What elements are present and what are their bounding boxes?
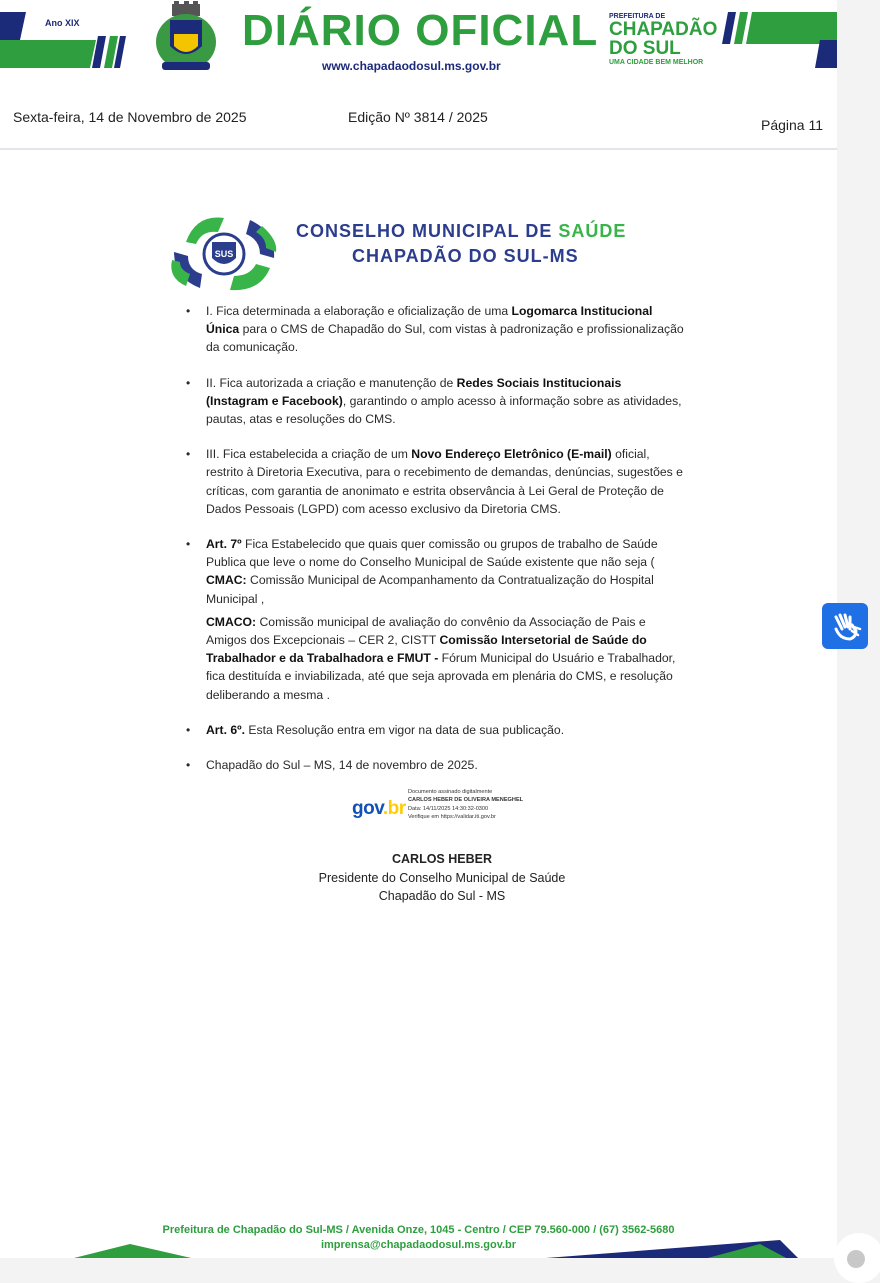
- sus-label: SUS: [214, 249, 234, 259]
- city-slogan: UMA CIDADE BEM MELHOR: [609, 59, 704, 66]
- prefeitura-label: PREFEITURA DE: [609, 13, 666, 20]
- item-text: , garantindo o amplo acesso à informação sobre as atividades, pautas, atas e resoluções do CMS.: [206, 393, 682, 427]
- hand-sign-language-icon: [822, 603, 868, 649]
- signer-place: Chapadão do Sul - MS: [378, 889, 506, 903]
- footer-email[interactable]: imprensa@chapadaodosul.ms.gov.br: [320, 1239, 517, 1251]
- item-text: Esta Resolução entra em vigor na data de sua publicação.: [245, 722, 565, 737]
- item-text: I. Fica determinada a elaboração e oficialização de uma: [206, 304, 512, 318]
- date-bar: [0, 100, 837, 150]
- signature-line: Documento assinado digitalmente: [408, 789, 493, 795]
- item-text: Fórum Municipal do Usuário e Trabalhador, fica destituída e inviabilizada, até que seja aprovada em plenária do CMS, e resolução deliberando a mesma .: [206, 651, 676, 702]
- list-item: [186, 535, 686, 704]
- item-bold-text: CMAC:: [206, 573, 247, 588]
- council-title-line2: CHAPADÃO DO SUL-MS: [352, 246, 579, 266]
- gazette-title: DIÁRIO OFICIAL: [242, 6, 599, 55]
- article-number: Art. 7º: [206, 537, 242, 552]
- list-item: [186, 302, 686, 357]
- council-title-accent: SAÚDE: [558, 221, 627, 241]
- signer-block: [0, 850, 837, 906]
- item-text: Chapadão do Sul – MS, 14 de novembro de 2025.: [206, 758, 478, 773]
- item-bold-text: Redes Sociais Institucionais (Instagram e Facebook): [206, 375, 622, 408]
- council-logo-icon: [166, 212, 282, 294]
- list-item: [186, 445, 686, 518]
- sign-language-button[interactable]: [822, 603, 868, 649]
- coat-of-arms-icon: [148, 0, 224, 76]
- edition-number: Edição Nº 3814 / 2025: [348, 109, 488, 125]
- item-text: Comissão municipal de avaliação do convênio da Associação de Pais e Amigos dos Excepcionais – CER 2, CISTT: [206, 614, 646, 648]
- digital-signature-stamp: [352, 788, 552, 830]
- item-bold-text: CMACO:: [206, 614, 257, 629]
- council-title-line1: [296, 221, 626, 242]
- city-name: CHAPADÃO DO SUL: [609, 19, 718, 59]
- item-bold-text: Comissão Intersetorial de Saúde do Trabalhador e da Trabalhadora e FMUT -: [206, 633, 647, 666]
- item-text: III. Fica estabelecida a criação de um: [206, 447, 412, 462]
- list-item: [186, 374, 686, 429]
- publication-date: Sexta-feira, 14 de Novembro de 2025: [13, 109, 247, 125]
- edition-year: Ano XIX: [45, 18, 80, 28]
- article-number: Art. 6º.: [206, 722, 245, 737]
- item-bold-text: Novo Endereço Eletrônico (E-mail): [411, 447, 612, 462]
- list-item: [186, 756, 686, 774]
- website-link[interactable]: www.chapadaodosul.ms.gov.br: [322, 59, 501, 73]
- council-title-prefix: CONSELHO MUNICIPAL DE: [296, 221, 559, 241]
- signer-name: CARLOS HEBER: [391, 852, 492, 866]
- resolution-items: [186, 302, 686, 791]
- footer-address: Prefeitura de Chapadão do Sul-MS / Avenida Onze, 1045 - Centro / CEP 79.560-000 / (67) 3562-5680: [162, 1224, 675, 1236]
- signer-role: Presidente do Conselho Municipal de Saúde: [318, 870, 566, 885]
- item-text: oficial, restrito à Diretoria Executiva, para o recebimento de demandas, denúncias, sugestões e críticas, com garantia de anonimato e estrita observância à Lei Geral de Proteção de Dados Pessoais (LGPD) com acesso exclusivo da Diretoria CMS.: [206, 447, 683, 516]
- item-bold-text: Logomarca Institucional Única: [206, 304, 653, 337]
- signature-verify: Verifique em https://validar.iti.gov.br: [408, 814, 496, 821]
- govbr-logo-br: .br: [382, 798, 406, 819]
- item-text: Comissão Municipal de Acompanhamento da Contratualização do Hospital Municipal ,: [206, 573, 654, 606]
- signature-signer: CARLOS HEBER DE OLIVEIRA MENEGHEL: [408, 797, 524, 804]
- govbr-logo: [352, 798, 406, 820]
- list-item: [186, 721, 686, 739]
- spacer: [206, 608, 686, 613]
- signature-date: Data: 14/11/2025 14:30:32-0300: [408, 805, 489, 812]
- options-icon[interactable]: [847, 1250, 865, 1268]
- item-text: para o CMS de Chapadão do Sul, com vistas à padronização e profissionalização da comunicação.: [206, 322, 684, 355]
- item-text: Fica Estabelecido que quais quer comissão ou grupos de trabalho de Saúde Publica que leve o nome do Conselho Municipal de Saúde existente que não seja (: [206, 537, 658, 570]
- item-text: II. Fica autorizada a criação e manutenção de: [206, 375, 457, 390]
- page-number: Página 11: [761, 117, 824, 133]
- header-banner: [0, 0, 837, 80]
- govbr-logo-gov: gov: [352, 798, 383, 819]
- signature-details: [408, 788, 523, 822]
